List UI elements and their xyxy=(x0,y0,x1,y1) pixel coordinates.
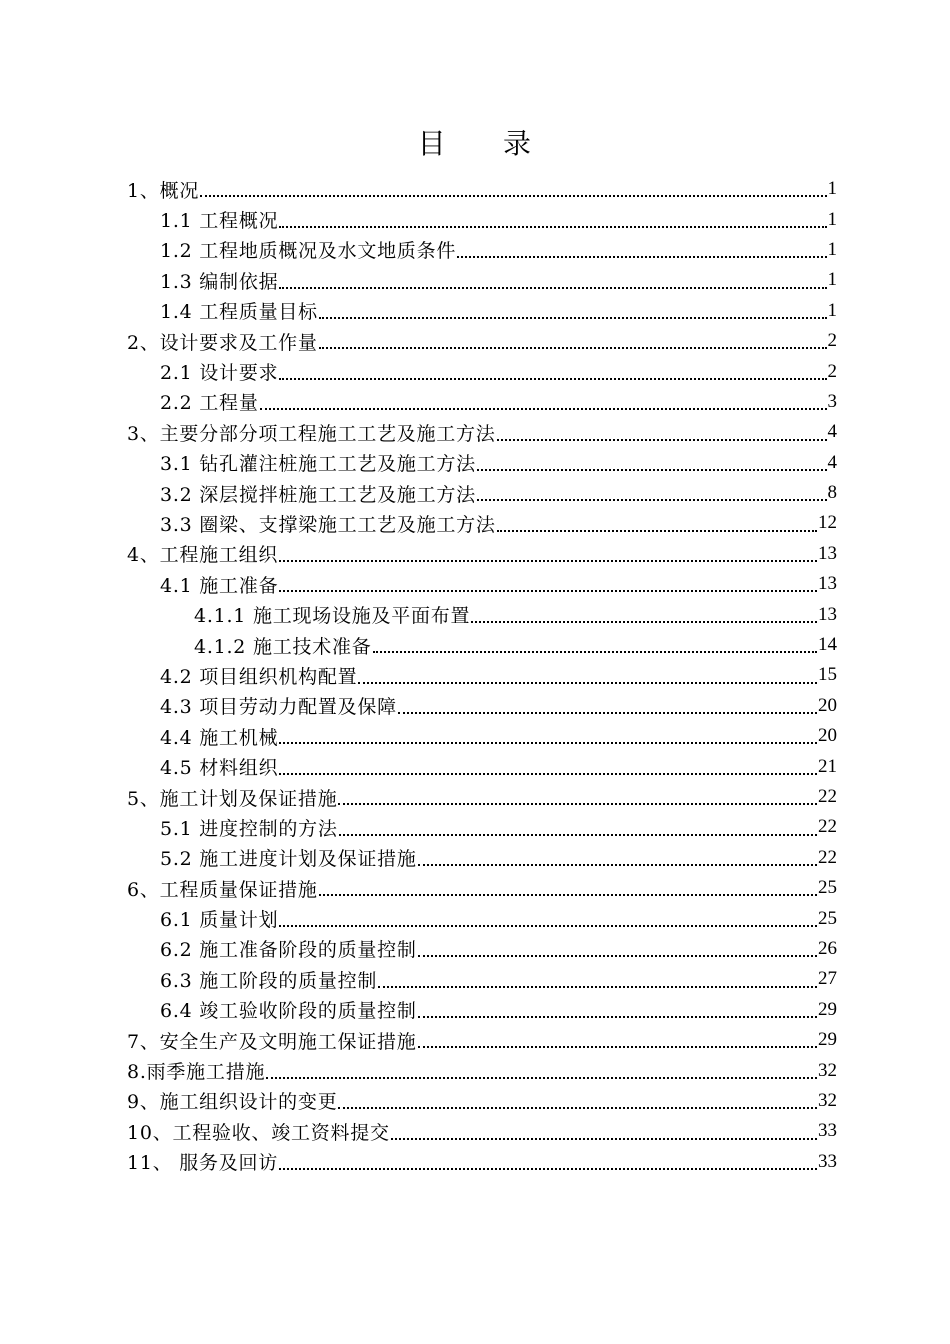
toc-leader-dots xyxy=(279,225,826,228)
title-char-2: 录 xyxy=(503,127,533,160)
toc-entry-label: 6.2 施工准备阶段的质量控制 xyxy=(160,939,417,962)
title-char-1: 目 xyxy=(417,127,447,160)
toc-entry-label: 4.1.2 施工技术准备 xyxy=(194,635,372,658)
toc-leader-dots xyxy=(457,255,826,258)
toc-entry-label: 2.2 工程量 xyxy=(160,392,259,415)
toc-entry-page: 22 xyxy=(818,786,837,807)
toc-leader-dots xyxy=(418,863,817,866)
toc-entry-page: 2 xyxy=(827,330,837,352)
toc-entry[interactable] xyxy=(127,326,837,356)
toc-leader-dots xyxy=(398,711,817,714)
toc-entry[interactable] xyxy=(127,751,837,781)
toc-entry-label: 2.1 设计要求 xyxy=(160,362,279,385)
toc-leader-dots xyxy=(319,316,827,319)
toc-entry-page: 4 xyxy=(827,451,837,473)
toc-entry[interactable] xyxy=(127,903,837,933)
toc-entry-label: 8.雨季施工措施 xyxy=(127,1061,266,1084)
toc-entry-page: 21 xyxy=(818,755,837,777)
page-title xyxy=(0,124,950,164)
toc-entry[interactable] xyxy=(127,356,837,386)
toc-entry-page: 13 xyxy=(818,603,837,625)
toc-entry-label: 5.2 施工进度计划及保证措施 xyxy=(160,848,417,871)
toc-leader-dots xyxy=(279,589,817,592)
toc-entry[interactable] xyxy=(127,569,837,599)
toc-entry-page: 3 xyxy=(827,390,837,412)
toc-entry[interactable] xyxy=(127,508,837,538)
toc-entry-page: 29 xyxy=(818,998,837,1020)
toc-entry-page: 22 xyxy=(818,816,837,838)
toc-entry-label: 4.1 施工准备 xyxy=(160,574,279,597)
toc-entry[interactable] xyxy=(127,1147,837,1177)
table-of-contents xyxy=(127,174,837,1177)
toc-entry-label: 4、工程施工组织 xyxy=(127,544,279,567)
toc-entry-page: 33 xyxy=(818,1150,837,1172)
toc-entry-page: 25 xyxy=(818,907,837,929)
toc-entry[interactable] xyxy=(127,995,837,1025)
toc-entry-label: 2、设计要求及工作量 xyxy=(127,331,318,354)
toc-entry-label: 1、概况 xyxy=(127,179,200,202)
toc-leader-dots xyxy=(338,802,817,805)
toc-entry[interactable] xyxy=(127,265,837,295)
toc-entry-page: 1 xyxy=(827,178,837,200)
toc-leader-dots xyxy=(279,772,817,775)
toc-entry[interactable] xyxy=(127,417,837,447)
toc-entry-page: 22 xyxy=(818,846,837,868)
toc-entry-label: 1.1 工程概况 xyxy=(160,210,279,233)
toc-entry-page: 1 xyxy=(827,208,837,230)
toc-entry-page: 4 xyxy=(827,421,837,443)
toc-entry[interactable] xyxy=(127,964,837,994)
toc-entry-page: 20 xyxy=(818,725,837,747)
toc-leader-dots xyxy=(497,438,827,441)
toc-entry[interactable] xyxy=(127,539,837,569)
toc-entry-page: 26 xyxy=(818,937,837,959)
toc-leader-dots xyxy=(477,498,827,501)
toc-entry-label: 6.1 质量计划 xyxy=(160,909,279,932)
toc-entry-page: 32 xyxy=(818,1089,837,1111)
toc-leader-dots xyxy=(471,620,817,623)
toc-entry[interactable] xyxy=(127,1086,837,1116)
toc-entry-label: 10、工程验收、竣工资料提交 xyxy=(127,1121,390,1144)
toc-entry-label: 3.2 深层搅拌桩施工工艺及施工方法 xyxy=(160,483,476,506)
toc-leader-dots xyxy=(319,893,817,896)
toc-leader-dots xyxy=(279,741,817,744)
toc-leader-dots xyxy=(266,1076,817,1079)
toc-entry-page: 1 xyxy=(827,238,837,260)
toc-entry-page: 27 xyxy=(818,968,837,990)
toc-entry[interactable] xyxy=(127,204,837,234)
toc-entry-label: 4.2 项目组织机构配置 xyxy=(160,665,358,688)
toc-leader-dots xyxy=(279,377,826,380)
toc-leader-dots xyxy=(319,346,827,349)
toc-leader-dots xyxy=(418,954,817,957)
toc-entry-page: 20 xyxy=(818,694,837,716)
toc-entry-label: 9、施工组织设计的变更 xyxy=(127,1091,338,1114)
toc-entry-page: 12 xyxy=(818,512,837,534)
toc-entry[interactable] xyxy=(127,448,837,478)
toc-leader-dots xyxy=(338,1106,817,1109)
toc-entry-label: 3.1 钻孔灌注桩施工工艺及施工方法 xyxy=(160,453,476,476)
toc-entry-page: 2 xyxy=(827,360,837,382)
toc-entry-page: 1 xyxy=(827,269,837,291)
toc-entry[interactable] xyxy=(127,1116,837,1146)
toc-entry[interactable] xyxy=(127,843,837,873)
toc-leader-dots xyxy=(279,559,817,562)
toc-entry[interactable] xyxy=(127,691,837,721)
toc-entry[interactable] xyxy=(127,812,837,842)
toc-entry-label: 5.1 进度控制的方法 xyxy=(160,817,338,840)
toc-entry[interactable] xyxy=(127,873,837,903)
toc-leader-dots xyxy=(279,286,826,289)
toc-entry-label: 3、主要分部分项工程施工工艺及施工方法 xyxy=(127,422,496,445)
toc-entry[interactable] xyxy=(127,782,837,812)
toc-leader-dots xyxy=(200,194,826,197)
toc-entry-label: 3.3 圈梁、支撑梁施工工艺及施工方法 xyxy=(160,513,496,536)
toc-entry-label: 4.3 项目劳动力配置及保障 xyxy=(160,696,397,719)
toc-entry-page: 25 xyxy=(818,877,837,899)
toc-entry-label: 4.1.1 施工现场设施及平面布置 xyxy=(194,605,471,628)
toc-entry-label: 5、施工计划及保证措施 xyxy=(127,787,338,810)
toc-leader-dots xyxy=(339,833,817,836)
toc-entry-label: 1.4 工程质量目标 xyxy=(160,301,318,324)
toc-leader-dots xyxy=(373,650,817,653)
toc-entry[interactable] xyxy=(127,599,837,629)
toc-entry[interactable] xyxy=(127,630,837,660)
toc-entry[interactable] xyxy=(127,235,837,265)
toc-leader-dots xyxy=(418,1015,817,1018)
toc-entry-page: 32 xyxy=(818,1059,837,1081)
toc-entry[interactable] xyxy=(127,1025,837,1055)
toc-entry-page: 29 xyxy=(818,1029,837,1051)
toc-entry-label: 4.5 材料组织 xyxy=(160,757,279,780)
toc-entry[interactable] xyxy=(127,478,837,508)
toc-leader-dots xyxy=(477,468,827,471)
toc-entry-page: 8 xyxy=(827,482,837,504)
toc-leader-dots xyxy=(260,407,827,410)
toc-entry[interactable] xyxy=(127,934,837,964)
toc-entry-label: 1.2 工程地质概况及水文地质条件 xyxy=(160,240,457,263)
toc-entry-label: 7、安全生产及文明施工保证措施 xyxy=(127,1030,417,1053)
toc-leader-dots xyxy=(391,1137,817,1140)
toc-entry-label: 6.4 竣工验收阶段的质量控制 xyxy=(160,1000,417,1023)
toc-leader-dots xyxy=(279,924,817,927)
toc-entry-page: 14 xyxy=(818,634,837,656)
toc-leader-dots xyxy=(358,681,817,684)
toc-entry-page: 15 xyxy=(818,664,837,686)
toc-entry-page: 13 xyxy=(818,542,837,564)
toc-entry[interactable] xyxy=(127,174,837,204)
toc-entry[interactable] xyxy=(127,387,837,417)
toc-leader-dots xyxy=(378,985,817,988)
toc-entry-label: 4.4 施工机械 xyxy=(160,726,279,749)
toc-leader-dots xyxy=(279,1167,817,1170)
toc-entry[interactable] xyxy=(127,296,837,326)
toc-leader-dots xyxy=(418,1045,818,1048)
toc-entry[interactable] xyxy=(127,660,837,690)
toc-entry-label: 6、工程质量保证措施 xyxy=(127,878,318,901)
toc-entry[interactable] xyxy=(127,721,837,751)
toc-entry[interactable] xyxy=(127,1055,837,1085)
toc-entry-label: 6.3 施工阶段的质量控制 xyxy=(160,969,378,992)
toc-entry-page: 1 xyxy=(827,299,837,321)
toc-entry-label: 11、 服务及回访 xyxy=(127,1152,279,1175)
toc-leader-dots xyxy=(497,529,817,532)
toc-entry-page: 13 xyxy=(818,573,837,595)
toc-entry-page: 33 xyxy=(818,1120,837,1142)
toc-entry-label: 1.3 编制依据 xyxy=(160,270,279,293)
